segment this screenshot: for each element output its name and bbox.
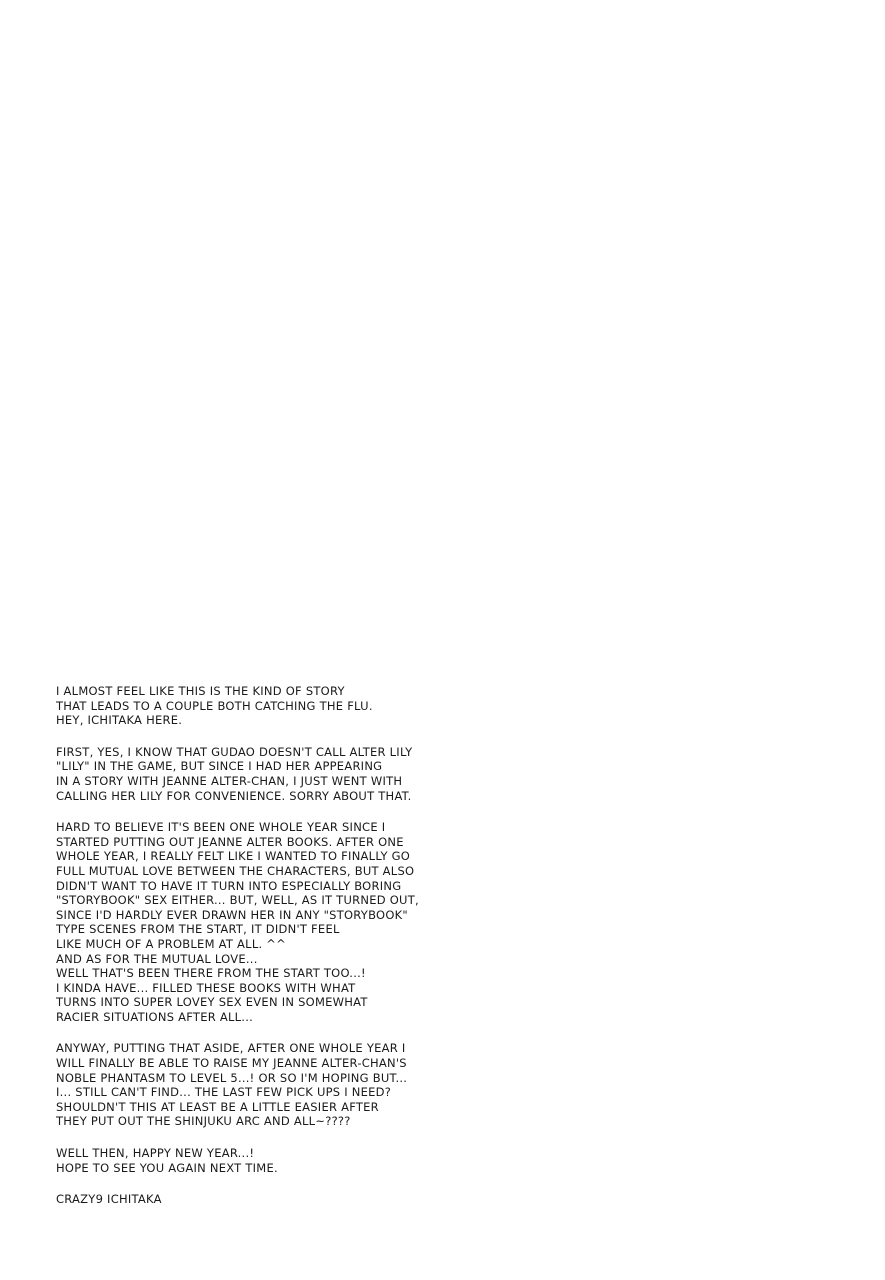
paragraph-closing (56, 1146, 516, 1175)
text-line: FIRST, YES, I KNOW THAT GUDAO DOESN'T CALL ALTER LILY (56, 744, 413, 759)
text-line: WELL THAT'S BEEN THERE FROM THE START TOO...! (56, 966, 366, 981)
text-line: WILL FINALLY BE ABLE TO RAISE MY JEANNE ALTER-CHAN'S (56, 1056, 407, 1071)
text-line: FULL MUTUAL LOVE BETWEEN THE CHARACTERS, BUT ALSO (56, 863, 415, 878)
text-line: NOBLE PHANTASM TO LEVEL 5...! OR SO I'M HOPING BUT... (56, 1070, 408, 1085)
text-line: I KINDA HAVE... FILLED THESE BOOKS WITH WHAT (56, 980, 356, 995)
text-line: HEY, ICHITAKA HERE. (56, 713, 183, 728)
text-line: WELL THEN, HAPPY NEW YEAR...! (56, 1146, 255, 1161)
text-line: "STORYBOOK" SEX EITHER... BUT, WELL, AS IT TURNED OUT, (56, 893, 419, 908)
paragraph-one-year (56, 820, 516, 1024)
text-line: AND AS FOR THE MUTUAL LOVE... (56, 951, 258, 966)
text-line: SHOULDN'T THIS AT LEAST BE A LITTLE EASIER AFTER (56, 1099, 379, 1114)
signature (56, 1192, 516, 1207)
paragraph-intro (56, 684, 516, 728)
text-line: HOPE TO SEE YOU AGAIN NEXT TIME. (56, 1160, 278, 1175)
author-signature: CRAZY9 ICHITAKA (56, 1192, 162, 1207)
text-line: ANYWAY, PUTTING THAT ASIDE, AFTER ONE WHOLE YEAR I (56, 1041, 406, 1056)
text-line: SINCE I'D HARDLY EVER DRAWN HER IN ANY "STORYBOOK" (56, 907, 408, 922)
paragraph-noble-phantasm (56, 1041, 516, 1129)
text-line: I ALMOST FEEL LIKE THIS IS THE KIND OF STORY (56, 684, 345, 698)
text-line: "LILY" IN THE GAME, BUT SINCE I HAD HER APPEARING (56, 759, 383, 774)
text-line: RACIER SITUATIONS AFTER ALL... (56, 1009, 254, 1024)
text-line: DIDN'T WANT TO HAVE IT TURN INTO ESPECIALLY BORING (56, 878, 402, 893)
text-line: LIKE MUCH OF A PROBLEM AT ALL. ^^ (56, 936, 287, 951)
text-line: STARTED PUTTING OUT JEANNE ALTER BOOKS. AFTER ONE (56, 834, 404, 849)
text-line: TYPE SCENES FROM THE START, IT DIDN'T FEEL (56, 922, 340, 937)
afterword-text-block (56, 684, 516, 1224)
text-line: WHOLE YEAR, I REALLY FELT LIKE I WANTED TO FINALLY GO (56, 849, 411, 864)
text-line: I... STILL CAN'T FIND... THE LAST FEW PICK UPS I NEED? (56, 1085, 392, 1100)
text-line: IN A STORY WITH JEANNE ALTER-CHAN, I JUST WENT WITH (56, 773, 403, 788)
paragraph-lily-note (56, 745, 516, 803)
text-line: TURNS INTO SUPER LOVEY SEX EVEN IN SOMEWHAT (56, 995, 368, 1010)
text-line: HARD TO BELIEVE IT'S BEEN ONE WHOLE YEAR SINCE I (56, 820, 386, 835)
text-line: CALLING HER LILY FOR CONVENIENCE. SORRY ABOUT THAT. (56, 788, 412, 803)
text-line: THEY PUT OUT THE SHINJUKU ARC AND ALL~???? (56, 1114, 351, 1129)
text-line: THAT LEADS TO A COUPLE BOTH CATCHING THE FLU. (56, 698, 373, 713)
